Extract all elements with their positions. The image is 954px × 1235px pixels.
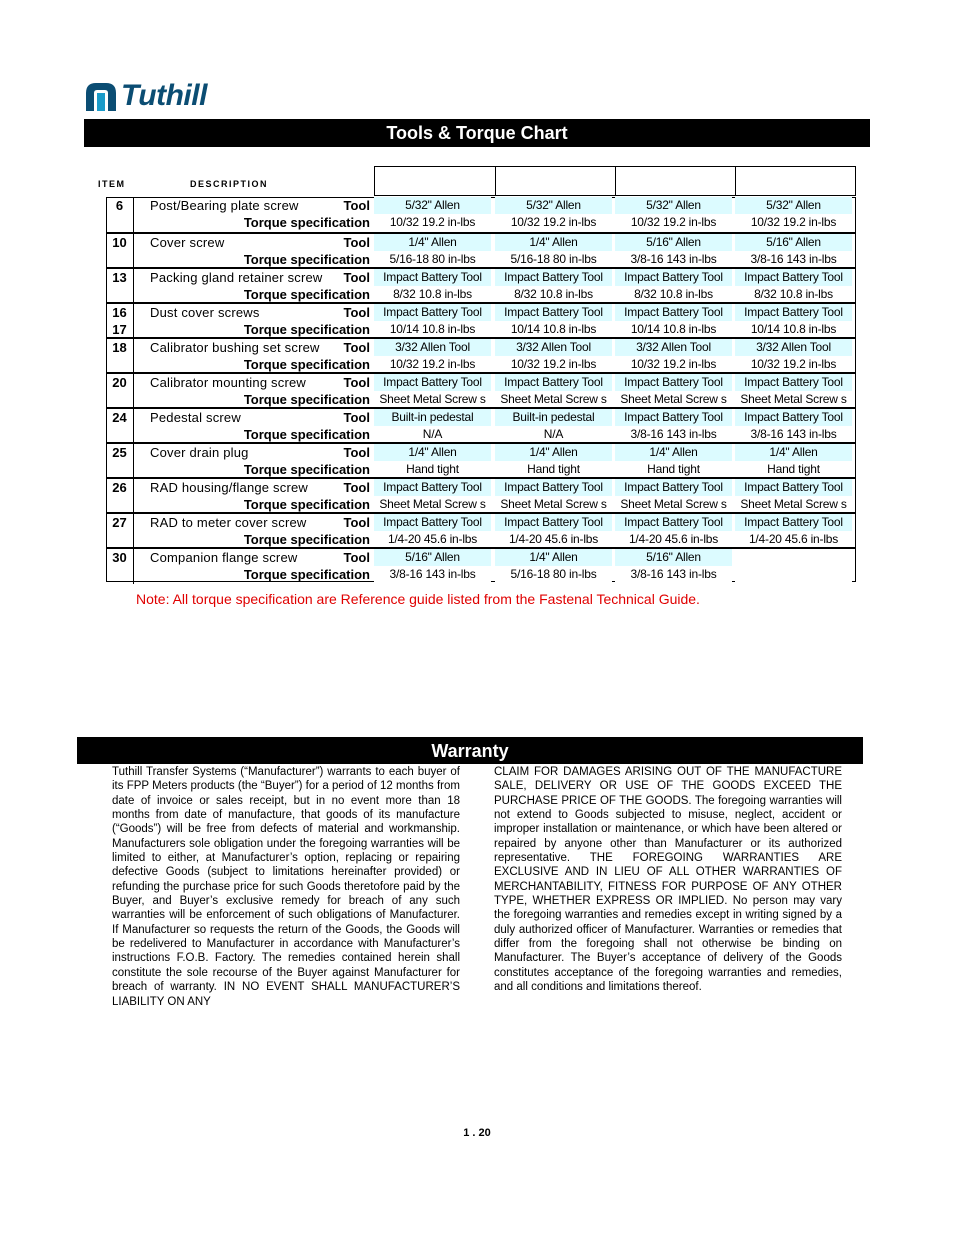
description-column-header: DESCRIPTION <box>190 179 269 189</box>
tool-value-cell: 1/4" Allen <box>495 444 612 461</box>
tools-torque-table <box>106 197 856 582</box>
tool-value-cell: Impact Battery Tool <box>495 479 612 496</box>
tool-value-cell: Impact Battery Tool <box>374 374 491 391</box>
item-number: 26 <box>112 480 127 495</box>
table-row <box>106 407 856 442</box>
torque-value-cell: 10/32 19.2 in-lbs <box>374 214 491 231</box>
torque-value-cell: 8/32 10.8 in-lbs <box>615 286 732 303</box>
item-description: RAD to meter cover screw <box>150 515 307 530</box>
tool-value-cell: 5/16" Allen <box>615 234 732 251</box>
torque-label: Torque specification <box>243 252 370 267</box>
torque-value-cell: 10/32 19.2 in-lbs <box>615 214 732 231</box>
item-number: 18 <box>112 340 127 355</box>
tool-value-cell: 3/32 Allen Tool <box>495 339 612 356</box>
item-number-cell <box>106 304 134 339</box>
value-column-header-1 <box>374 166 496 196</box>
tool-value-cell: 5/32" Allen <box>615 197 732 214</box>
item-number-cell <box>106 234 134 269</box>
tool-label: Tool <box>343 270 370 285</box>
torque-value-cell: 10/32 19.2 in-lbs <box>735 214 852 231</box>
warranty-text-left: Tuthill Transfer Systems (“Manufacturer”) warrants to each buyer of its FPP Meters products (the “Buyer”) for a period of 12 months from date of invoice or sales receipt, but in no event more than 18 months from date of manufacture, that goods of its manufacture (“Goods”) will be free from defects of material and workmanship. Manufacturers sole obligation under the foregoing warranties will be limited to either, at Manufacturer’s option, replacing or repairing defective Goods (subject to limitations hereinafter provided) or refunding the purchase price for such Goods theretofore paid by the Buyer, and Buyer’s exclusive remedy for breach of any such warranties will be enforcement of such obligations of Manufacturer. If Manufacturer so requests the return of the Goods, the Goods will be redelivered to Manufacturer in accordance with Manufacturer’s instructions F.O.B. Factory. The remedies contained herein shall constitute the sole recourse of the Buyer against Manufacturer for breach of warranty. IN NO EVENT SHALL MANUFACTURER’S LIABILITY ON ANY <box>112 766 460 1008</box>
logo-wordmark: Tuthill <box>121 79 207 112</box>
tool-value-cell: Impact Battery Tool <box>495 514 612 531</box>
item-number-cell <box>106 409 134 444</box>
item-number-cell <box>106 197 134 232</box>
warranty-text-right: CLAIM FOR DAMAGES ARISING OUT OF THE MANUFACTURE SALE, DELIVERY OR USE OF THE GOODS EXCEED THE PURCHASE PRICE OF THE GOODS. The foregoing warranties will not extend to Goods subjected to misuse, neglect, accident or improper installation or maintenance, or which have been altered or repaired by anyone other than Manufacturer or its authorized representative. THE FOREGOING WARRANTIES ARE EXCLUSIVE AND IN LIEU OF ALL OTHER WARRANTIES OF MERCHANTABILITY, FITNESS FOR PURPOSE OF ANY OTHER TYPE, WHETHER EXPRESS OR IMPLIED. No person may vary the foregoing warranties and remedies except in writing signed by a duly authorized officer of Manufacturer. Warranties or remedies that differ from the foregoing shall not otherwise be binding on Manufacturer. The Buyer’s acceptance of delivery of the Goods constitutes acceptance of the foregoing warranties and remedies, and all conditions and limitations thereof. <box>494 766 842 994</box>
tool-value-cell: Impact Battery Tool <box>615 514 732 531</box>
torque-value-cell: 3/8-16 143 in-lbs <box>735 251 852 268</box>
torque-value-cell: 8/32 10.8 in-lbs <box>735 286 852 303</box>
item-number: 17 <box>112 322 127 337</box>
tool-value-cell: 5/32" Allen <box>495 197 612 214</box>
item-number-cell <box>106 374 134 409</box>
tool-value-cell: Impact Battery Tool <box>374 479 491 496</box>
value-column-header-4 <box>735 166 856 196</box>
torque-value-cell: N/A <box>495 426 612 443</box>
torque-value-cell: Hand tight <box>374 461 491 478</box>
torque-value-cell: Sheet Metal Screw s <box>735 391 852 408</box>
tool-value-cell: Impact Battery Tool <box>735 514 852 531</box>
torque-value-cell: 8/32 10.8 in-lbs <box>374 286 491 303</box>
torque-value-cell: 1/4-20 45.6 in-lbs <box>735 531 852 548</box>
table-row <box>106 372 856 407</box>
torque-value-cell: 10/32 19.2 in-lbs <box>374 356 491 373</box>
tool-value-cell: Impact Battery Tool <box>615 374 732 391</box>
tool-value-cell: Impact Battery Tool <box>374 304 491 321</box>
torque-value-cell: Hand tight <box>735 461 852 478</box>
torque-value-cell: 3/8-16 143 in-lbs <box>374 566 491 583</box>
torque-value-cell: Sheet Metal Screw s <box>374 496 491 513</box>
tool-value-cell: Impact Battery Tool <box>374 514 491 531</box>
torque-label: Torque specification <box>243 322 370 337</box>
torque-value-cell: 10/14 10.8 in-lbs <box>374 321 491 338</box>
item-number: 10 <box>112 235 127 250</box>
torque-value-cell: 1/4-20 45.6 in-lbs <box>374 531 491 548</box>
tool-value-cell: 1/4" Allen <box>374 444 491 461</box>
item-number: 25 <box>112 445 127 460</box>
tool-value-cell: 1/4" Allen <box>615 444 732 461</box>
tool-value-cell: Impact Battery Tool <box>374 269 491 286</box>
tool-value-cell: 1/4" Allen <box>495 234 612 251</box>
torque-value-cell: Sheet Metal Screw s <box>615 391 732 408</box>
table-row <box>106 477 856 512</box>
torque-value-cell: Sheet Metal Screw s <box>495 496 612 513</box>
torque-value-cell: 10/32 19.2 in-lbs <box>735 356 852 373</box>
item-description: Packing gland retainer screw <box>150 270 323 285</box>
torque-value-cell: Sheet Metal Screw s <box>615 496 732 513</box>
torque-value-cell: 1/4-20 45.6 in-lbs <box>615 531 732 548</box>
torque-value-cell: 3/8-16 143 in-lbs <box>615 566 732 583</box>
torque-value-cell: Hand tight <box>495 461 612 478</box>
tool-value-cell: 5/16" Allen <box>735 234 852 251</box>
tool-value-cell: Impact Battery Tool <box>615 479 732 496</box>
tool-value-cell: Impact Battery Tool <box>615 409 732 426</box>
torque-label: Torque specification <box>243 287 370 302</box>
item-number: 13 <box>112 270 127 285</box>
tool-value-cell: Built-in pedestal <box>495 409 612 426</box>
tool-label: Tool <box>343 305 370 320</box>
tool-value-cell: 1/4" Allen <box>495 549 612 566</box>
tool-value-cell: Impact Battery Tool <box>735 374 852 391</box>
item-description: Cover drain plug <box>150 445 249 460</box>
torque-value-cell: 10/14 10.8 in-lbs <box>735 321 852 338</box>
tool-value-cell: 1/4" Allen <box>735 444 852 461</box>
torque-label: Torque specification <box>243 215 370 230</box>
torque-value-cell: 8/32 10.8 in-lbs <box>495 286 612 303</box>
table-row <box>106 442 856 477</box>
tool-value-cell: Impact Battery Tool <box>495 374 612 391</box>
torque-value-cell: N/A <box>374 426 491 443</box>
item-number: 30 <box>112 550 127 565</box>
tool-value-cell: 5/32" Allen <box>735 197 852 214</box>
item-number: 20 <box>112 375 127 390</box>
item-description: Cover screw <box>150 235 225 250</box>
tool-value-cell: 5/32" Allen <box>374 197 491 214</box>
torque-value-cell: 3/8-16 143 in-lbs <box>615 426 732 443</box>
torque-value-cell: 10/32 19.2 in-lbs <box>495 356 612 373</box>
table-row <box>106 547 856 582</box>
torque-note: Note: All torque specification are Reference guide listed from the Fastenal Technical Guide. <box>136 591 700 607</box>
tool-label: Tool <box>343 480 370 495</box>
tool-value-cell: 3/32 Allen Tool <box>615 339 732 356</box>
tool-value-cell: Impact Battery Tool <box>735 409 852 426</box>
item-description: Pedestal screw <box>150 410 241 425</box>
tool-label: Tool <box>343 550 370 565</box>
tool-label: Tool <box>343 340 370 355</box>
item-number: 27 <box>112 515 127 530</box>
table-row <box>106 267 856 302</box>
tool-label: Tool <box>343 445 370 460</box>
torque-value-cell <box>735 566 852 583</box>
tool-value-cell: Impact Battery Tool <box>735 479 852 496</box>
torque-value-cell: 10/14 10.8 in-lbs <box>495 321 612 338</box>
torque-value-cell: 5/16-18 80 in-lbs <box>495 251 612 268</box>
item-number-cell <box>106 269 134 304</box>
tool-label: Tool <box>343 515 370 530</box>
torque-label: Torque specification <box>243 427 370 442</box>
item-number-cell <box>106 339 134 374</box>
page-number: 1 . 20 <box>463 1127 491 1139</box>
torque-value-cell: 10/32 19.2 in-lbs <box>615 356 732 373</box>
torque-value-cell: 3/8-16 143 in-lbs <box>615 251 732 268</box>
tool-value-cell: 3/32 Allen Tool <box>735 339 852 356</box>
torque-value-cell: 10/14 10.8 in-lbs <box>615 321 732 338</box>
tool-label: Tool <box>343 235 370 250</box>
table-row <box>106 512 856 547</box>
torque-label: Torque specification <box>243 497 370 512</box>
item-number-cell <box>106 444 134 479</box>
tool-value-cell: Impact Battery Tool <box>735 269 852 286</box>
torque-label: Torque specification <box>243 357 370 372</box>
torque-value-cell: 1/4-20 45.6 in-lbs <box>495 531 612 548</box>
torque-value-cell: Hand tight <box>615 461 732 478</box>
tool-value-cell: Impact Battery Tool <box>495 269 612 286</box>
item-number: 6 <box>115 198 124 213</box>
item-number: 24 <box>112 410 127 425</box>
torque-value-cell: 5/16-18 80 in-lbs <box>495 566 612 583</box>
torque-label: Torque specification <box>243 532 370 547</box>
torque-value-cell: 10/32 19.2 in-lbs <box>495 214 612 231</box>
item-description: Calibrator bushing set screw <box>150 340 320 355</box>
torque-value-cell: Sheet Metal Screw s <box>374 391 491 408</box>
table-row <box>106 232 856 267</box>
tuthill-logo <box>84 78 207 114</box>
torque-value-cell: 5/16-18 80 in-lbs <box>374 251 491 268</box>
tool-label: Tool <box>343 375 370 390</box>
item-description: Calibrator mounting screw <box>150 375 307 390</box>
tool-value-cell: Impact Battery Tool <box>495 304 612 321</box>
item-number: 16 <box>112 305 127 320</box>
tool-value-cell: Impact Battery Tool <box>615 269 732 286</box>
value-column-header-3 <box>615 166 736 196</box>
item-number-cell <box>106 479 134 514</box>
item-description: RAD housing/flange screw <box>150 480 308 495</box>
tool-value-cell <box>735 549 852 566</box>
torque-value-cell: Sheet Metal Screw s <box>495 391 612 408</box>
torque-value-cell: Sheet Metal Screw s <box>735 496 852 513</box>
tuthill-logo-icon <box>84 79 118 113</box>
tool-value-cell: 5/16" Allen <box>374 549 491 566</box>
table-row <box>106 337 856 372</box>
tool-value-cell: 5/16" Allen <box>615 549 732 566</box>
tool-value-cell: Impact Battery Tool <box>735 304 852 321</box>
torque-value-cell: 3/8-16 143 in-lbs <box>735 426 852 443</box>
item-description: Dust cover screws <box>150 305 260 320</box>
tools-torque-title: Tools & Torque Chart <box>84 119 870 147</box>
item-number-cell <box>106 549 134 584</box>
item-column-header: ITEM <box>98 179 126 189</box>
item-description: Post/Bearing plate screw <box>150 198 299 213</box>
torque-label: Torque specification <box>243 392 370 407</box>
tool-label: Tool <box>343 410 370 425</box>
torque-label: Torque specification <box>243 567 370 582</box>
table-row <box>106 302 856 337</box>
table-row <box>106 197 856 232</box>
warranty-title: Warranty <box>77 737 863 764</box>
value-column-header-2 <box>495 166 616 196</box>
tool-value-cell: Impact Battery Tool <box>615 304 732 321</box>
item-number-cell <box>106 514 134 549</box>
tool-value-cell: Built-in pedestal <box>374 409 491 426</box>
tool-value-cell: 1/4" Allen <box>374 234 491 251</box>
tool-value-cell: 3/32 Allen Tool <box>374 339 491 356</box>
tool-label: Tool <box>343 198 370 213</box>
item-description: Companion flange screw <box>150 550 298 565</box>
torque-label: Torque specification <box>243 462 370 477</box>
